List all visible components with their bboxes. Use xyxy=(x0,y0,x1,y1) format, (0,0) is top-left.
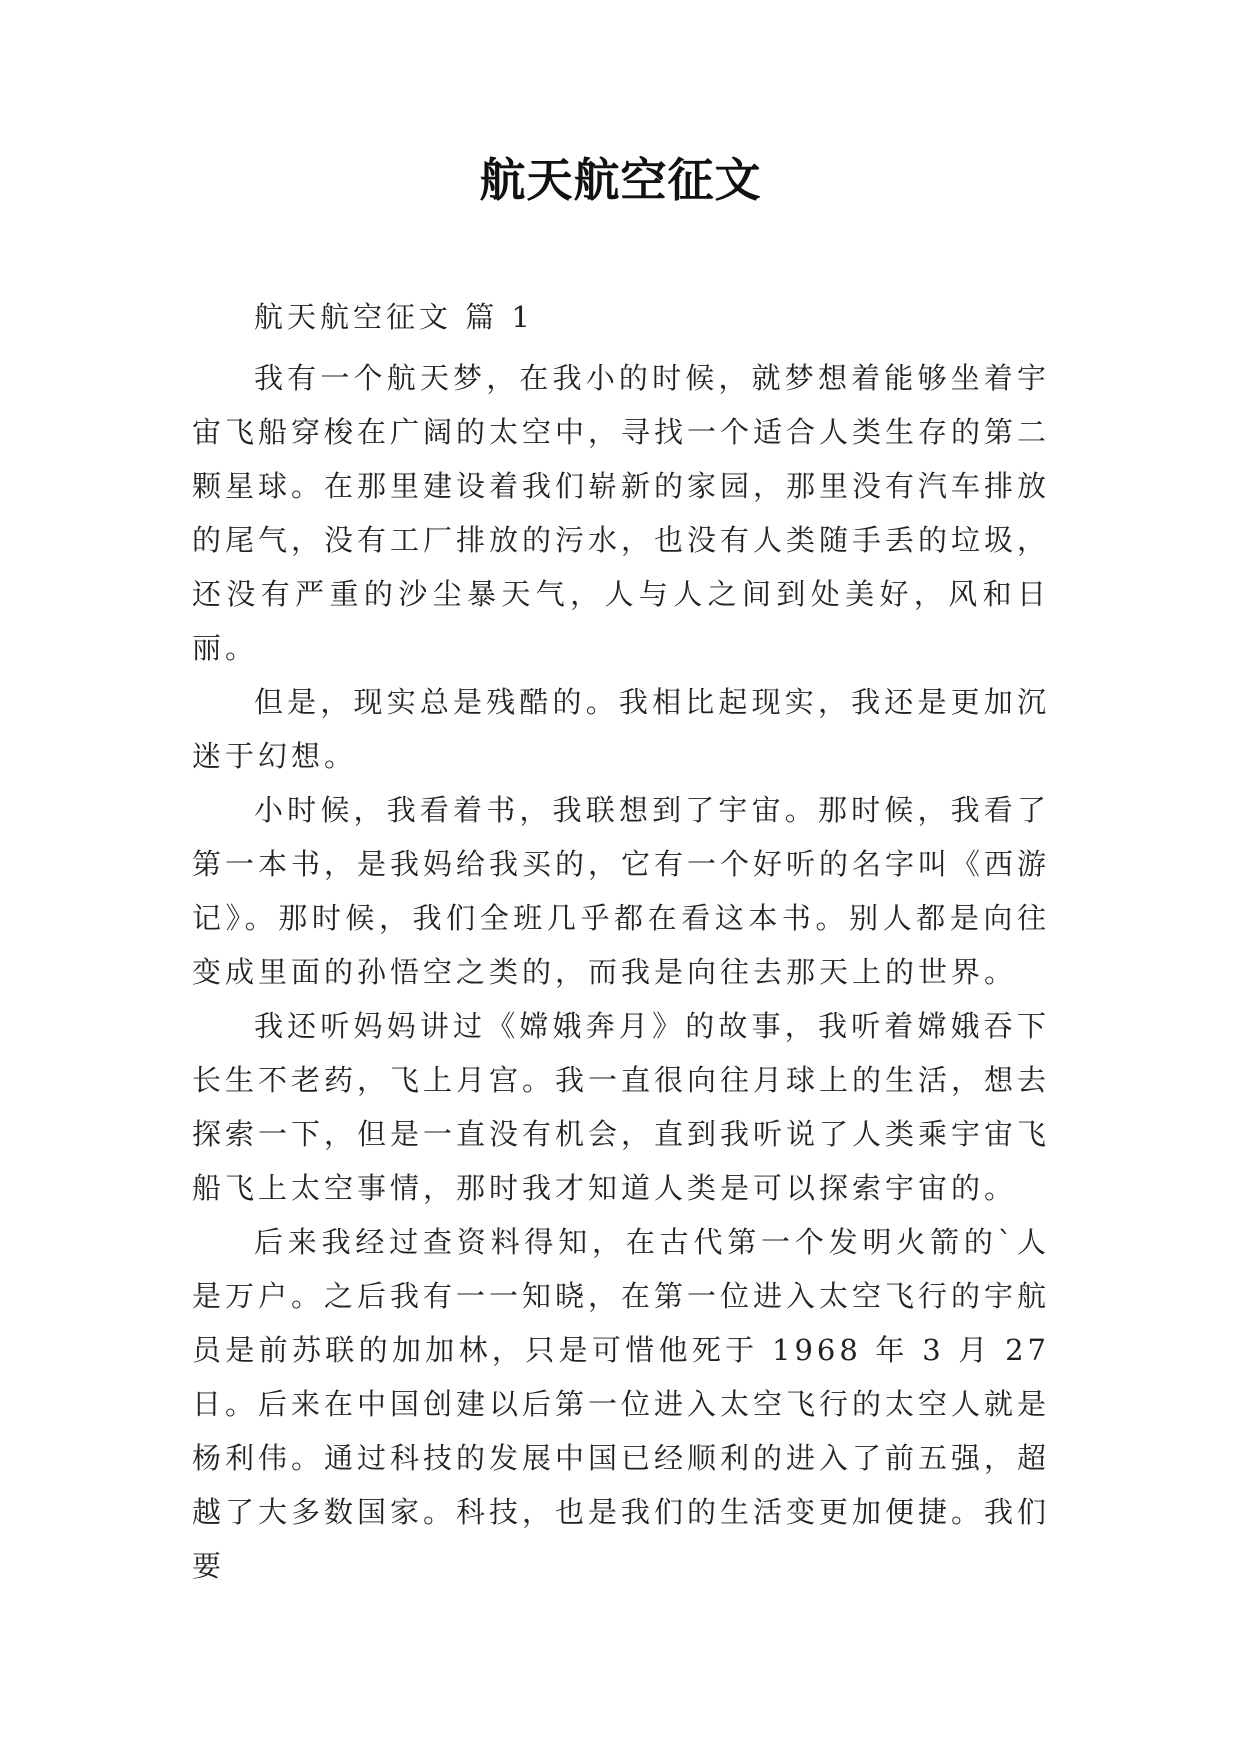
paragraph-4: 我还听妈妈讲过《嫦娥奔月》的故事，我听着嫦娥吞下长生不老药，飞上月宫。我一直很向往月球上的生活，想去探索一下，但是一直没有机会，直到我听说了人类乘宇宙飞船飞上太空事情，那时我才知道人类是可以探索宇宙的。 xyxy=(192,1009,1051,1205)
paragraph-2: 但是，现实总是残酷的。我相比起现实，我还是更加沉迷于幻想。 xyxy=(192,685,1050,773)
paragraph-1: 我有一个航天梦，在我小的时候，就梦想着能够坐着宇宙飞船穿梭在广阔的太空中，寻找一个适合人类生存的第二颗星球。在那里建设着我们崭新的家园，那里没有汽车排放的尾气，没有工厂排放的污水，也没有人类随手丢的垃圾，还没有严重的沙尘暴天气，人与人之间到处美好，风和日丽。 xyxy=(192,361,1051,665)
paragraph-5: 后来我经过查资料得知，在古代第一个发明火箭的`人是万户。之后我有一一知晓，在第一位进入太空飞行的宇航员是前苏联的加加林，只是可惜他死于 1968 年 3 月 27 日。后来在中国创建以后第一位进入太空飞行的太空人就是杨利伟。通过科技的发展中国已经顺利的进入了前五强，超越了大多数国家。科技，也是我们的生活变更加便捷。我们要 xyxy=(192,1225,1051,1583)
document-body xyxy=(192,290,1050,1593)
section-heading: 航天航空征文 篇 1 xyxy=(254,300,534,334)
paragraph-3: 小时候，我看着书，我联想到了宇宙。那时候，我看了第一本书，是我妈给我买的，它有一个好听的名字叫《西游记》。那时候，我们全班几乎都在看这本书。别人都是向往变成里面的孙悟空之类的，而我是向往去那天上的世界。 xyxy=(192,793,1051,989)
document-title: 航天航空征文 xyxy=(479,153,762,207)
